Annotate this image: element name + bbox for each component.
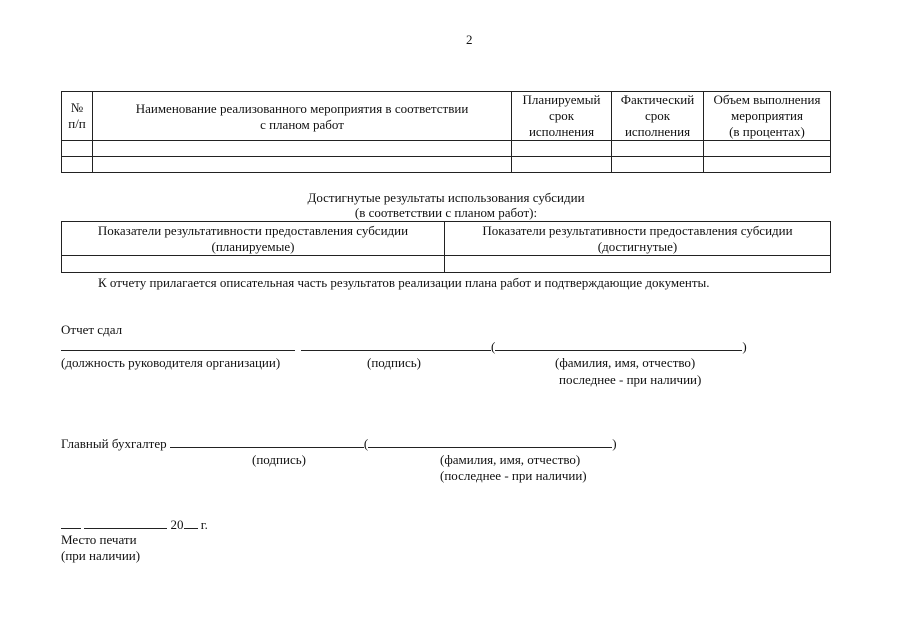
caption-fio: (фамилия, имя, отчество) [440,452,581,467]
table-cell [512,141,612,157]
report-submitted-label: Отчет сдал [61,322,123,337]
results-title [61,190,831,220]
header-line: Показатели результативности предоставления субсидии [97,222,409,238]
header-line: исполнения [624,124,691,139]
fio-blank [368,435,612,448]
indicators-table-header [62,222,831,256]
table-cell [704,141,831,157]
caption-fio: (фамилия, имя, отчество) [555,355,696,370]
table-row [62,256,831,273]
report-submitted-signature-line [61,338,747,355]
caption-patronymic-note: (последнее - при наличии) [440,468,587,483]
table-cell [62,157,93,173]
table-cell [93,141,512,157]
table-cell [612,157,704,173]
header-line: (достигнутые) [597,238,678,254]
header-line: с планом работ [260,117,344,132]
stamp-label: Место печати [61,532,137,547]
header-line: (планируемые) [211,238,295,254]
activities-table-header [62,92,831,141]
caption-signature: (подпись) [252,452,306,467]
header-line: мероприятия [730,108,803,123]
header-line: исполнения [528,124,595,139]
header-line: срок [644,108,671,123]
table-cell [93,157,512,173]
year-blank [184,516,198,529]
table-cell [445,256,831,273]
header-line: Наименование реализованного мероприятия в соответствии [135,101,469,116]
table-cell [62,256,445,273]
header-line: № [70,100,84,115]
caption-signature: (подпись) [367,355,421,370]
caption-patronymic-note: последнее - при наличии) [559,372,702,387]
header-line: Показатели результативности предоставления субсидии [482,222,793,238]
header-line: (в процентах) [729,124,805,139]
table-cell [62,141,93,157]
header-line: п/п [68,116,86,131]
signature-blank [301,338,491,351]
col-planned-indicators-header [62,222,445,256]
results-title-line: Достигнутые результаты использования субсидии [307,190,585,205]
indicators-table [61,221,831,273]
col-achieved-indicators-header [445,222,831,256]
col-actual-date-header [612,92,704,141]
header-line: Объем выполнения [713,92,821,107]
month-blank [84,516,167,529]
close-paren: ) [612,436,617,451]
attachment-note: К отчету прилагается описательная часть результатов реализации плана работ и подтверждающие документы. [98,275,710,290]
close-paren: ) [742,339,747,354]
table-cell [704,157,831,173]
open-paren: ( [491,339,496,354]
table-row [62,141,831,157]
header-line: Планируемый [522,92,601,107]
chief-accountant-label: Главный бухгалтер [61,436,167,451]
col-planned-date-header [512,92,612,141]
header-line: Фактический [620,92,695,107]
page-number: 2 [466,32,473,47]
open-paren: ( [363,436,369,451]
stamp-note: (при наличии) [61,548,141,563]
year-suffix: г. [200,517,208,532]
year-prefix: 20 [170,517,184,532]
caption-position: (должность руководителя организации) [61,355,281,370]
results-title-line: (в соответствии с планом работ): [354,205,538,220]
chief-accountant-line [61,435,617,452]
day-blank [61,516,81,529]
table-cell [612,141,704,157]
signature-blank [170,435,364,448]
activities-table [61,91,831,173]
table-cell [512,157,612,173]
fio-blank [495,338,742,351]
header-line: срок [548,108,575,123]
date-line [61,516,208,533]
col-number-header [62,92,93,141]
col-volume-header [704,92,831,141]
table-row [62,157,831,173]
position-blank [61,338,295,351]
col-activity-header [93,92,512,141]
